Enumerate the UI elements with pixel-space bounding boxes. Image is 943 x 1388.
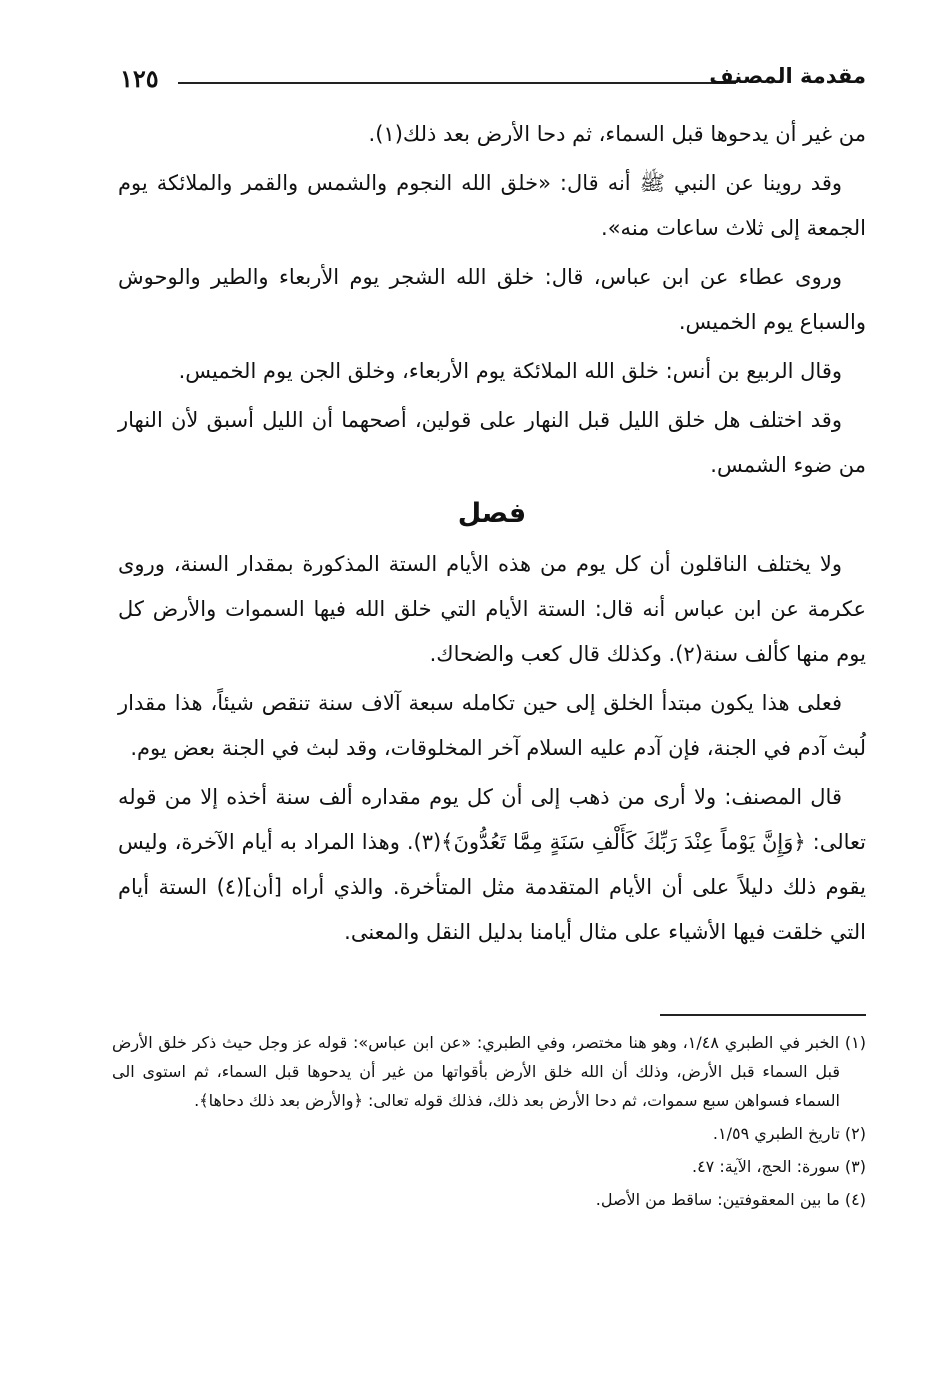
- paragraph-8: قال المصنف: ولا أرى من ذهب إلى أن كل يوم مقداره ألف سنة أخذه إلا من قوله تعالى: ﴿وَإِنَّ يَوْماً عِنْدَ رَبِّكَ كَأَلْفِ سَنَةٍ مِمَّا تَعُدُّونَ﴾(٣). وهذا المراد به أيام الآخرة، وليس يقوم ذلك دليلاً على أن الأيام المتقدمة مثل المتأخرة. والذي أراه [أن](٤) الستة أيام التي خلقت فيها الأشياء على مثال أيامنا بدليل النقل والمعنى.: [118, 785, 866, 944]
- footnote-separator: [660, 1014, 866, 1016]
- page-header: [120, 62, 866, 98]
- header-rule: [178, 82, 736, 84]
- footnote-3: (٣) سورة: الحج، الآية: ٤٧.: [691, 1157, 866, 1176]
- paragraph-7: فعلى هذا يكون مبتدأ الخلق إلى حين تكامله سبعة آلاف سنة تنقص شيئاً، هذا مقدار لُبث آدم في الجنة، فإن آدم عليه السلام آخر المخلوقات، وقد لبث في الجنة بعض يوم.: [118, 691, 866, 760]
- paragraph-2: وقد روينا عن النبي ﷺ أنه قال: «خلق الله النجوم والشمس والقمر والملائكة يوم الجمعة إلى ثلاث ساعات منه».: [118, 171, 866, 240]
- paragraph-5: وقد اختلف هل خلق الليل قبل النهار على قولين، أصحهما أن الليل أسبق لأن النهار من ضوء الشمس.: [118, 408, 866, 477]
- footnote-1: (١) الخبر في الطبري ١/٤٨، وهو هنا مختصر، وفي الطبري: «عن ابن عباس»: قوله عز وجل حيث ذكر خلق الأرض قبل السماء قبل الأرض، وذلك أن الله خلق الأرض بأقواتها من غير أن يدحوها قبل السماء، ثم استوى الى السماء فسواهن سبع سموات، ثم دحا الأرض بعد ذلك، فذلك قوله تعالى: ﴿والأرض بعد ذلك دحاها﴾.: [112, 1033, 867, 1110]
- paragraph-1: من غير أن يدحوها قبل السماء، ثم دحا الأرض بعد ذلك(١).: [368, 122, 866, 146]
- footnote-2: (٢) تاريخ الطبري ١/٥٩.: [712, 1124, 866, 1143]
- paragraph-6: ولا يختلف الناقلون أن كل يوم من هذه الأيام الستة المذكورة بمقدار السنة، وروى عكرمة عن ابن عباس أنه قال: الستة الأيام التي خلق الله فيها السموات والأرض كل يوم منها كألف سنة(٢). وكذلك قال كعب والضحاك.: [118, 552, 866, 666]
- paragraph-3: وروى عطاء عن ابن عباس، قال: خلق الله الشجر يوم الأربعاء والطير والوحوش والسباع يوم الخميس.: [118, 265, 866, 334]
- main-text: [118, 112, 866, 959]
- footnotes: [112, 1028, 866, 1218]
- footnote-4: (٤) ما بين المعقوفتين: ساقط من الأصل.: [595, 1190, 866, 1209]
- running-title: مقدمة المصنف: [709, 64, 866, 88]
- section-heading: فصل: [457, 498, 527, 529]
- paragraph-4: وقال الربيع بن أنس: خلق الله الملائكة يوم الأربعاء، وخلق الجن يوم الخميس.: [178, 359, 842, 383]
- page-number: ١٢٥: [120, 64, 159, 93]
